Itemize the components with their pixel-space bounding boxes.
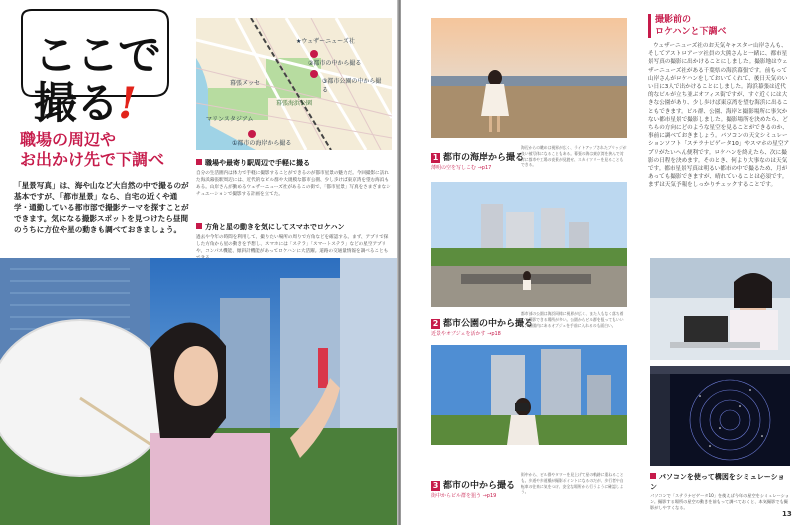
map-label-weathernews: ★ウェザーニューズ社 <box>296 38 355 45</box>
speech-bubble <box>12 8 170 129</box>
spot2-body: 都市部の公園は海浜同様に視界が広く、また人もなく落ち着いて撮影できる場所が多い。公園からビル群を狙ってもいいし、公園内にあるオブジェを手前に入れるのも面白い。 <box>521 311 624 328</box>
main-photo-woman-parasol <box>0 258 398 525</box>
spot3-title <box>431 478 515 491</box>
pc-caption-body: パソコンで「ステラナビゲータ10」を使えば今年の星空をシミュレーション。撮影する場所の星空の動きを前もって調べておくと、本気撮影でも撮影がしやすくなる。 <box>650 493 789 511</box>
headline <box>34 32 160 128</box>
map-label-park: 幕張海浜公園 <box>276 100 313 107</box>
section-commute <box>196 158 392 198</box>
spot2-subtitle: 近景やオブジェを活かす →p18 <box>431 331 501 337</box>
pc-caption-title <box>650 472 790 492</box>
column-title-line1: 撮影前の <box>655 15 692 25</box>
section-direction-title <box>196 222 392 232</box>
photo-city-buildings <box>431 345 627 445</box>
spot3-number: 3 <box>432 480 439 490</box>
left-page <box>0 0 398 525</box>
spot1-number: 1 <box>432 152 439 162</box>
subtitle-line1: 職場の周辺や <box>20 130 117 149</box>
section-direction-title-text: 方角と星の動きを気にしてスマホでロケハン <box>205 223 345 231</box>
photo-stellar-software <box>650 366 790 466</box>
section-direction <box>196 222 392 262</box>
spot3-title-text: 都市の中から撮る <box>443 481 516 491</box>
section-marker-icon <box>650 473 656 479</box>
section-direction-body: 過去や今年の時間を利用して、撮りたい場所の周りで方角などを確認する。まず、アプリで探した方角から星の動きを予想し、スマホには「ステラ」「スマートステラ」などの星空アプリや、コンパス機能、傾斜計機能があってロケハンに大活躍。道路の交通量情報を調べることも <box>196 235 389 254</box>
subtitle-line2: お出かけ先で下調べ <box>20 150 165 169</box>
pc-caption-title-text: パソコンを使って構図をシミュレーション <box>650 473 785 491</box>
map-label-spot2: ②都市の中から撮る <box>308 60 362 67</box>
headline-line2: 撮る <box>34 79 118 129</box>
right-page <box>401 0 800 525</box>
spot3-body: 街中から、ビル群やタワーを見上げて星の軌跡に重ねることも。歩道や歩道橋が撮影ポイントになるのだが、歩行者や自転車の往来に気をつけ、安全な場所から行うように確認しよう。 <box>521 472 624 495</box>
spot1-title-text: 都市の海岸から撮る <box>443 153 525 163</box>
spot3-subtitle: 街中からビル群を狙う →p19 <box>431 493 497 499</box>
spot1-title <box>431 150 524 163</box>
column-title <box>648 14 726 38</box>
spot2-title <box>431 316 533 329</box>
photo-beach <box>431 18 627 138</box>
spot2-title-text: 都市公園の中から撮る <box>443 319 534 329</box>
section-commute-title <box>196 158 392 168</box>
photo-office-laptop <box>650 258 790 360</box>
map-label-stadium: マリンスタジアム <box>206 116 254 123</box>
map-label-spot3: ③都市公園の中から撮る <box>322 78 382 94</box>
location-map <box>196 18 392 150</box>
spot2-number: 2 <box>432 318 439 328</box>
column-title-line2: ロケハンと下調べ <box>655 27 727 37</box>
headline-line1: ここで <box>34 31 160 81</box>
section-marker-icon <box>196 223 202 229</box>
spot1-subtitle: 薄明の空を写しこむ →p17 <box>431 165 492 171</box>
section-commute-title-text: 職場や最寄り駅周辺で手軽に撮る <box>205 159 310 167</box>
map-label-spot1: ①都市の海岸から撮る <box>232 140 292 147</box>
section-commute-body: 自分の生活圏内は体力で手軽に撮影することができるのが都市星景の魅力だ。今回撮影に訪れた海浜幕張駅周辺には、近代的なビル群や大規模な都市公園、少し歩けば東京湾を望む海浜もある。山岸さんが勤めるウェザーニューズ社があるこの街で、「都市星景」写真をさまざまなシチュエーションで撮影する計画を立てた。 <box>196 171 391 197</box>
headline-exclamation: ! <box>118 79 136 129</box>
section-marker-icon <box>196 159 202 165</box>
map-label-messe: 幕張メッセ <box>230 80 261 87</box>
spot1-body: 海辺からの眺めは視界が広く、ライトアップされたブリッジが良い被写体になることもある。幕張の海は東京湾を挟んで対岸に都市や工場の夜景が見渡せ、スカイツリーを見ることもできる。 <box>521 145 627 168</box>
photo-city-park <box>431 182 627 307</box>
page-number: 13 <box>782 510 792 518</box>
subtitle <box>20 130 164 170</box>
main-photo-illustration <box>0 258 398 525</box>
intro-text: 「星景写真」は、海や山など大自然の中で撮るのが基本ですが、「都市星景」なら、自宅の近くや通学・通勤している都市部で撮影テーマを探すことができます。気になる撮影スポットを見つけたら昼間のうちに方位や星の動きも調べておきましょう。 <box>14 181 189 234</box>
pc-caption <box>650 472 790 512</box>
column-body: ウェザーニューズ社のお天気キャスター山岸さんも、そしてアストロアーツ社員の大熊さんと一緒に、都市星景写真の撮影に出かけることにしました。撮影地はウェザーニューズ社がある千葉県の海浜幕張です。前もって山岸さんがロケハンをしておいてくれて、後日天気のいい日に3人で出かけることにしました。海浜幕張は近代的なビルが立ち並ぶオフィス街ですが、すぐ近くには大きな公園があり、少し歩けば東京湾を望む海浜に出ることもできます。ビル群、公園、海岸と撮影場所に事欠かない都市星景で撮影しました。撮影場所を決めたら、どちらの方向にどのような星空を見ることができるのか、事前に調べておきましょう。パソコンの天文シミュレーションソフト「ステラナビゲータ10」やスマホの星空アプリがたいへん便利です。ロケハンを終えたら、次に撮影の日程を決めます。そのとき、何より大事なのは天気です。都市星景写真は明るい都市の中で撮るため、月があっても撮影できますが、晴れていることは必須です。まずは天気予報をしっかりチェックすることです。 <box>648 43 790 189</box>
